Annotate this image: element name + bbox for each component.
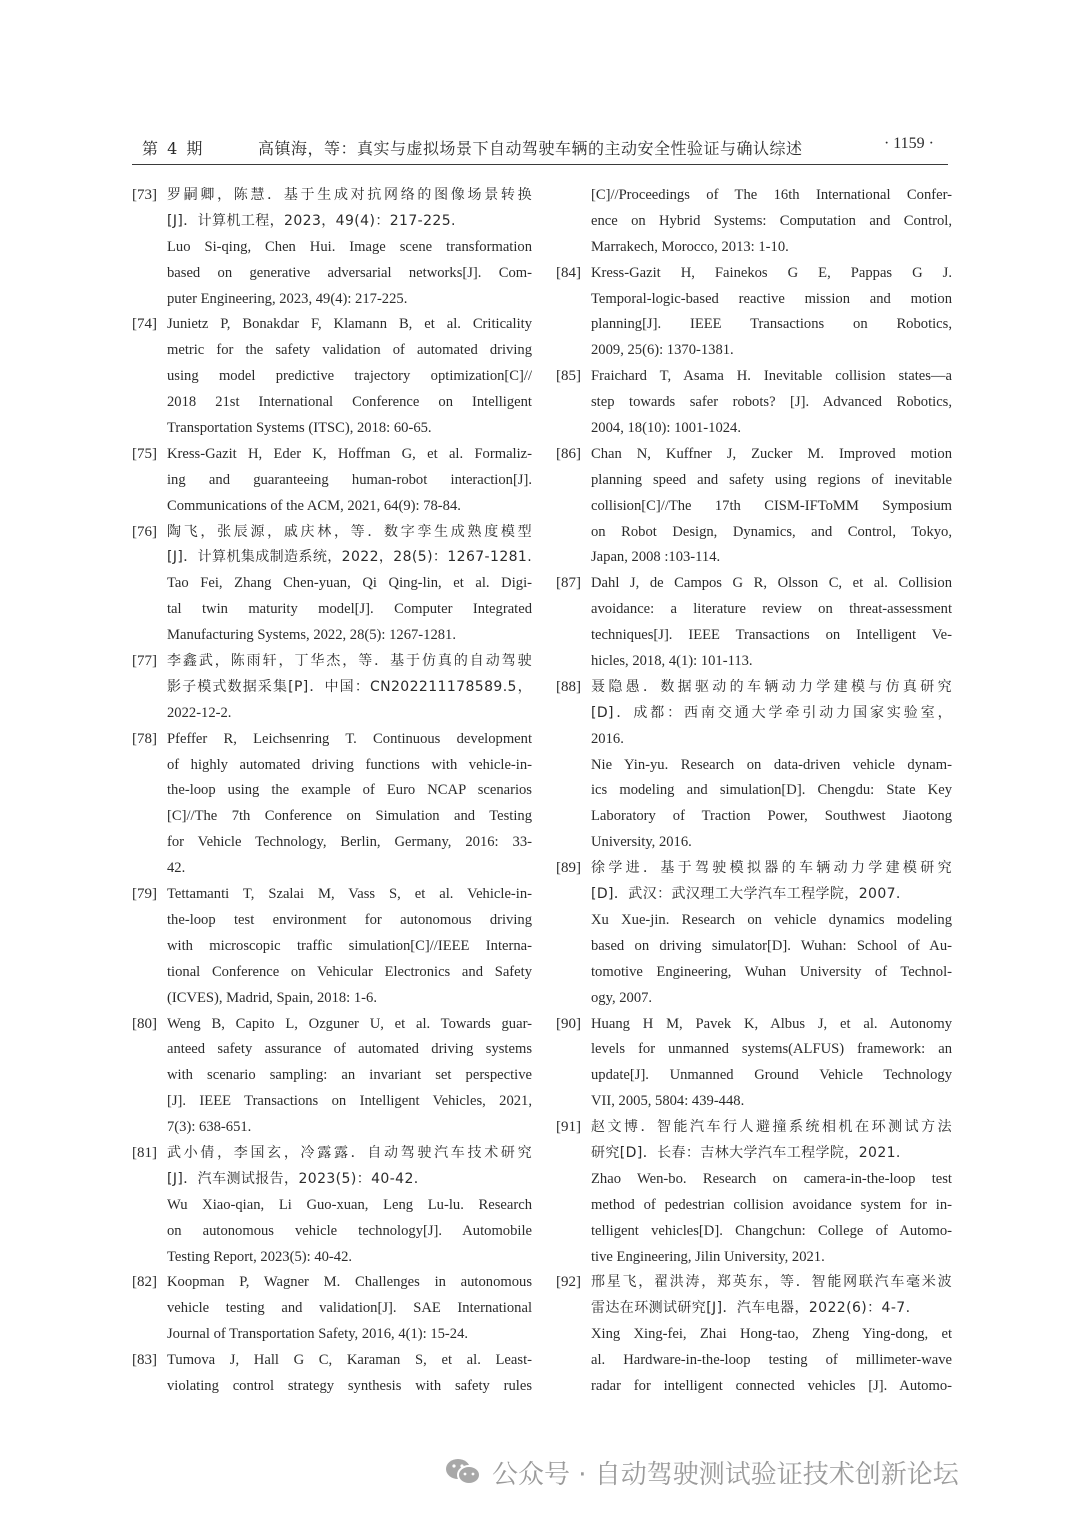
reference-number: [85] <box>556 368 581 385</box>
reference-line: [J]．计算机工程，2023，49(4)：217-225. <box>167 212 456 229</box>
reference-number: [77] <box>132 653 157 670</box>
reference-line: 研究[D]．长春：吉林大学汽车工程学院，2021. <box>591 1144 901 1161</box>
reference-line: method of pedestrian collision avoidance system for in- <box>591 1196 952 1213</box>
reference-number: [78] <box>132 730 157 747</box>
reference-entry <box>132 649 532 727</box>
reference-line: step towards safer robots? [J]. Advanced Robotics, <box>591 394 952 411</box>
reference-number: [81] <box>132 1144 157 1161</box>
reference-line: violating control strategy synthesis with safety rules <box>167 1377 532 1394</box>
reference-entry <box>556 1012 952 1116</box>
reference-number: [89] <box>556 860 581 877</box>
reference-line: Tumova J, Hall G C, Karaman S, et al. Least- <box>167 1352 532 1369</box>
reference-line: Chan N, Kuffner J, Zucker M. Improved motion <box>591 445 952 462</box>
reference-entry <box>132 520 532 649</box>
reference-number: [80] <box>132 1015 157 1032</box>
references-left-column <box>132 183 532 1400</box>
reference-number: [79] <box>132 886 157 903</box>
reference-number: [84] <box>556 264 581 281</box>
reference-line: for Vehicle Technology, Berlin, Germany, 2016: 33- <box>167 834 532 851</box>
watermark-text: 公众号 · 自动驾驶测试验证技术创新论坛 <box>492 1459 959 1490</box>
reference-line: Kress-Gazit H, Fainekos G E, Pappas G J. <box>591 264 952 281</box>
reference-line: with microscopic traffic simulation[C]//IEEE Interna- <box>167 937 532 954</box>
reference-entry <box>556 261 952 365</box>
reference-line: [C]//Proceedings of The 16th International Confer- <box>591 187 952 203</box>
reference-line: Weng B, Capito L, Ozguner U, et al. Towards guar- <box>167 1015 532 1032</box>
reference-number: [76] <box>132 523 157 540</box>
reference-line: Huang H M, Pavek K, Albus J, et al. Autonomy <box>591 1015 952 1032</box>
running-header <box>132 132 948 165</box>
reference-line: with scenario sampling: an invariant set perspective <box>167 1067 532 1084</box>
reference-line: ing and guaranteeing human-robot interaction[J]. <box>167 471 532 488</box>
reference-line: on Robot Design, Dynamics, and Control, Tokyo, <box>591 523 952 540</box>
reference-entry <box>556 364 952 442</box>
reference-line: 7(3): 638-651. <box>167 1119 252 1136</box>
reference-line: based on generative adversarial networks[J]. Com- <box>167 264 532 281</box>
reference-number: [83] <box>132 1352 157 1369</box>
reference-line: 42. <box>167 860 186 877</box>
reference-line: Temporal-logic-based reactive mission and motion <box>591 290 952 307</box>
issue-number: 第 4 期 <box>142 139 205 158</box>
reference-line: [J]．计算机集成制造系统，2022，28(5)：1267-1281. <box>167 549 532 566</box>
reference-line: Zhao Wen-bo. Research on camera-in-the-loop test <box>591 1170 952 1187</box>
reference-line: ogy, 2007. <box>591 989 653 1006</box>
reference-line: 武小倩，李国玄，冷露露．自动驾驶汽车技术研究 <box>167 1144 532 1161</box>
reference-line: planning speed and safety using regions of inevitable <box>591 471 952 488</box>
reference-line: [D]．武汉：武汉理工大学汽车工程学院，2007. <box>591 886 901 903</box>
running-title: 高镇海，等：真实与虚拟场景下自动驾驶车辆的主动安全性验证与确认综述 <box>258 139 803 158</box>
reference-line: avoidance: a literature review on threat-assessment <box>591 601 952 618</box>
reference-line: 陶飞，张辰源，戚庆林，等．数字孪生成熟度模型 <box>167 523 532 540</box>
reference-line: 赵文博．智能汽车行人避撞系统相机在环测试方法 <box>591 1119 952 1136</box>
reference-entry <box>556 856 952 1011</box>
reference-line: Junietz P, Bonakdar F, Klamann B, et al. Criticality <box>167 316 532 333</box>
reference-line: Tao Fei, Zhang Chen-yuan, Qi Qing-lin, et al. Digi- <box>167 575 532 592</box>
reference-line: levels for unmanned systems(ALFUS) framework: an <box>591 1041 952 1058</box>
references-right-column <box>556 183 952 1400</box>
reference-line: 2009, 25(6): 1370-1381. <box>591 342 734 359</box>
reference-line: ence on Hybrid Systems: Computation and Control, <box>591 212 952 229</box>
reference-line: 聂隐愚．数据驱动的车辆动力学建模与仿真研究 <box>591 678 952 695</box>
reference-line: Marrakech, Morocco, 2013: 1-10. <box>591 238 789 255</box>
reference-line: [D]．成都：西南交通大学牵引动力国家实验室， <box>591 704 952 721</box>
reference-entry <box>556 571 952 675</box>
reference-line: tive Engineering, Jilin University, 2021. <box>591 1248 825 1265</box>
reference-line: anteed safety assurance of automated driving systems <box>167 1041 532 1058</box>
reference-number: [92] <box>556 1274 581 1291</box>
reference-line: Journal of Transportation Safety, 2016, 4(1): 15-24. <box>167 1326 469 1343</box>
reference-entry <box>132 1141 532 1270</box>
reference-line: Communications of the ACM, 2021, 64(9): 78-84. <box>167 497 461 514</box>
reference-entry <box>556 1270 952 1399</box>
reference-line: vehicle testing and validation[J]. SAE International <box>167 1300 532 1317</box>
watermark <box>444 1452 959 1492</box>
reference-line: 2004, 18(10): 1001-1024. <box>591 420 741 437</box>
reference-number: [88] <box>556 678 581 695</box>
reference-entry <box>556 675 952 856</box>
reference-line: 雷达在环测试研究[J]．汽车电器，2022(6)：4-7. <box>591 1300 911 1317</box>
reference-line: update[J]. Unmanned Ground Vehicle Technology <box>591 1067 952 1084</box>
reference-line: 2022-12-2. <box>167 704 232 721</box>
reference-line: Testing Report, 2023(5): 40-42. <box>167 1248 353 1265</box>
reference-line: using model predictive trajectory optimization[C]// <box>167 368 532 385</box>
reference-number: [74] <box>132 316 157 333</box>
reference-line: Pfeffer R, Leichsenring T. Continuous development <box>167 730 532 747</box>
reference-line: Fraichard T, Asama H. Inevitable collision states—a <box>591 368 952 385</box>
reference-line: [J]. IEEE Transactions on Intelligent Vehicles, 2021, <box>167 1093 532 1110</box>
reference-line: Koopman P, Wagner M. Challenges in autonomous <box>167 1274 532 1291</box>
reference-entry <box>132 312 532 441</box>
reference-entry <box>556 1115 952 1270</box>
reference-line: the-loop test environment for autonomous driving <box>167 911 532 928</box>
reference-number: [73] <box>132 187 157 203</box>
reference-line: [C]//The 7th Conference on Simulation and Testing <box>167 808 532 825</box>
reference-line: 邢星飞，翟洪涛，郑英东，等．智能网联汽车毫米波 <box>591 1274 952 1291</box>
reference-line: Transportation Systems (ITSC), 2018: 60-65. <box>167 420 432 437</box>
reference-line: (ICVES), Madrid, Spain, 2018: 1-6. <box>167 989 377 1006</box>
reference-line: hicles, 2018, 4(1): 101-113. <box>591 653 753 670</box>
reference-line: the-loop using the example of Euro NCAP scenarios <box>167 782 532 799</box>
reference-line: tomotive Engineering, Wuhan University of Technol- <box>591 963 952 980</box>
reference-line: metric for the safety validation of automated driving <box>167 342 532 359</box>
reference-entry <box>132 1270 532 1348</box>
reference-number: [87] <box>556 575 581 592</box>
reference-entry <box>132 183 532 312</box>
reference-entry <box>132 1012 532 1141</box>
reference-line: based on driving simulator[D]. Wuhan: School of Au- <box>591 937 952 954</box>
reference-line: University, 2016. <box>591 834 692 851</box>
reference-entry <box>132 882 532 1011</box>
reference-number: [90] <box>556 1015 581 1032</box>
reference-entry <box>132 727 532 882</box>
reference-line: Xing Xing-fei, Zhai Hong-tao, Zheng Ying-dong, et <box>591 1326 952 1343</box>
reference-line: techniques[J]. IEEE Transactions on Intelligent Ve- <box>591 627 952 644</box>
reference-line: Xu Xue-jin. Research on vehicle dynamics modeling <box>591 911 952 928</box>
reference-entry <box>132 442 532 520</box>
wechat-icon <box>444 1457 482 1487</box>
reference-line: 2018 21st International Conference on Intelligent <box>167 394 532 411</box>
reference-line: VII, 2005, 5804: 439-448. <box>591 1093 745 1110</box>
reference-line: Dahl J, de Campos G R, Olsson C, et al. Collision <box>591 575 952 592</box>
reference-entry <box>132 1348 532 1400</box>
reference-line: Tettamanti T, Szalai M, Vass S, et al. Vehicle-in- <box>167 886 532 903</box>
reference-line: al. Hardware-in-the-loop testing of millimeter-wave <box>591 1352 952 1369</box>
reference-line: on autonomous vehicle technology[J]. Automobile <box>167 1222 532 1239</box>
reference-number: [86] <box>556 445 581 462</box>
reference-number: [75] <box>132 445 157 462</box>
reference-line: ics modeling and simulation[D]. Chengdu: State Key <box>591 782 952 799</box>
reference-line: telligent vehicles[D]. Changchun: College of Automo- <box>591 1222 952 1239</box>
reference-line: Japan, 2008 :103-114. <box>591 549 721 566</box>
reference-line: radar for intelligent connected vehicles [J]. Automo- <box>591 1377 952 1394</box>
reference-line: Kress-Gazit H, Eder K, Hoffman G, et al. Formaliz- <box>167 445 532 462</box>
reference-line: tional Conference on Vehicular Electronics and Safety <box>167 963 532 980</box>
page-number: · 1159 · <box>883 135 934 152</box>
reference-line: Manufacturing Systems, 2022, 28(5): 1267-1281. <box>167 627 457 644</box>
reference-line: 2016. <box>591 730 624 747</box>
reference-entry <box>556 442 952 571</box>
reference-line: Nie Yin-yu. Research on data-driven vehicle dynam- <box>591 756 952 773</box>
reference-line: planning[J]. IEEE Transactions on Robotics, <box>591 316 952 333</box>
reference-line: Wu Xiao-qian, Li Guo-xuan, Leng Lu-lu. Research <box>167 1196 532 1213</box>
reference-line: 徐学进．基于驾驶模拟器的车辆动力学建模研究 <box>591 860 952 877</box>
reference-line: 李鑫武，陈雨轩，丁华杰，等．基于仿真的自动驾驶 <box>167 653 532 670</box>
reference-line: collision[C]//The 17th CISM-IFToMM Symposium <box>591 497 952 514</box>
reference-line: 罗嗣卿，陈慧．基于生成对抗网络的图像场景转换 <box>167 187 532 203</box>
reference-line: puter Engineering, 2023, 49(4): 217-225. <box>167 290 408 307</box>
reference-line: Laboratory of Traction Power, Southwest Jiaotong <box>591 808 952 825</box>
reference-line: of highly automated driving functions with vehicle-in- <box>167 756 532 773</box>
reference-entry <box>556 183 952 261</box>
reference-line: tal twin maturity model[J]. Computer Integrated <box>167 601 532 618</box>
reference-line: 影子模式数据采集[P]．中国：CN202211178589.5， <box>167 678 532 695</box>
reference-line: [J]．汽车测试报告，2023(5)：40-42. <box>167 1170 419 1187</box>
reference-number: [91] <box>556 1119 581 1136</box>
reference-number: [82] <box>132 1274 157 1291</box>
reference-line: Luo Si-qing, Chen Hui. Image scene transformation <box>167 238 532 255</box>
